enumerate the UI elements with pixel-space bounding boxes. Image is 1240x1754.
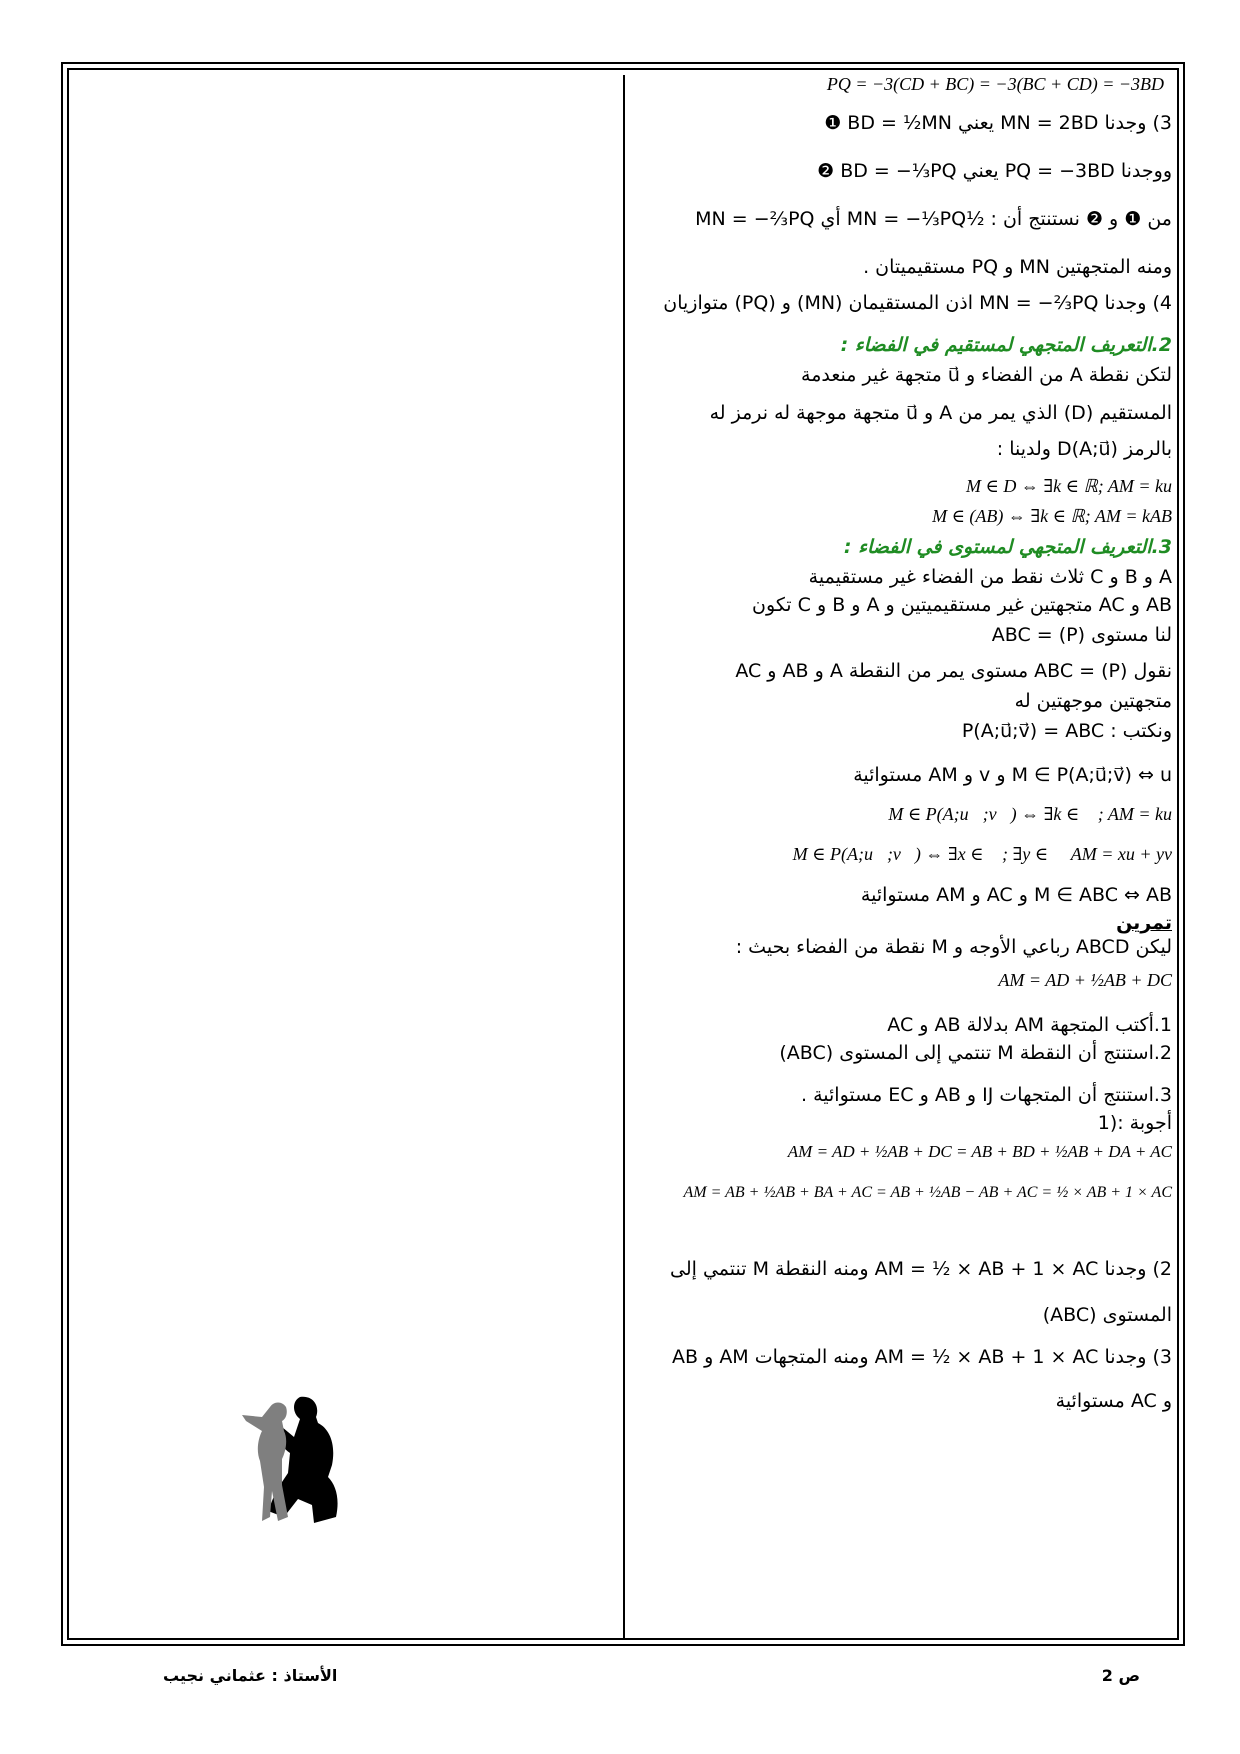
plane-def-4: نقول (P) = ABC مستوى يمر من النقطة A و AB و AC [735, 660, 1172, 682]
exercise-heading: تمرين [1116, 912, 1172, 934]
question-3: 3.استنتج أن المتجهات IJ و AB و EC مستوائية . [801, 1084, 1172, 1106]
plane-def-1: A و B و C ثلاث نقط من الفضاء غير مستقيمية [808, 566, 1172, 588]
plane-equivalence-4: M ∈ ABC ⇔ AB و AC و AM مستوائية [860, 884, 1172, 906]
result-3-pq: ووجدنا PQ = −3BD يعني BD = −⅓PQ ❷ [817, 160, 1172, 182]
column-divider [623, 75, 625, 1640]
right-column [630, 72, 1172, 1634]
plane-def-2: AB و AC متجهتين غير مستقيميتين و A و B و C تكون [752, 594, 1172, 616]
teacher-child-silhouette-icon [232, 1395, 372, 1525]
result-3-mn: 3) وجدنا MN = 2BD يعني BD = ½MN ❶ [824, 112, 1172, 134]
collinear-vectors: ومنه المتجهتين MN و PQ مستقيميتان . [863, 256, 1172, 278]
answer-2-line-1: 2) وجدنا AM = ½ × AB + 1 × AC ومنه النقطة M تنتمي إلى [670, 1258, 1172, 1280]
page-number: ص 2 [1101, 1666, 1140, 1685]
plane-def-6: ونكتب : P(A;u⃗;v⃗) = ABC [961, 720, 1172, 742]
plane-equivalence-3: M ∈ P(A;u⃗;v⃗) ⇔ ∃x ∈ ℝ; ∃y ∈ ℝ AM = xu + yv [792, 844, 1172, 864]
section-heading-plane: 3.التعريف المتجهي لمستوى في الفضاء : [843, 536, 1172, 558]
answer-3-line-1: 3) وجدنا AM = ½ × AB + 1 × AC ومنه المتجهات AM و AB [672, 1346, 1172, 1368]
teacher-name: الأستاذ : عثماني نجيب [163, 1666, 338, 1685]
line-definition-1: لتكن نقطة A من الفضاء و u⃗ متجهة غير منعدمة [801, 364, 1172, 386]
result-4-parallel: 4) وجدنا MN = −⅔PQ اذن المستقيمان (MN) و (PQ) متوازيان [663, 292, 1172, 314]
answer-1-line-2: AM = AB + ½AB + BA + AC = AB + ½AB − AB + AC = ½ × AB + 1 × AC [683, 1184, 1172, 1201]
question-1: 1.أكتب المتجهة AM بدلالة AB و AC [887, 1014, 1172, 1036]
equation-pq: PQ = −3(CD + BC) = −3(BC + CD) = −3BD [826, 74, 1164, 94]
exercise-statement: ليكن ABCD رباعي الأوجه و M نقطة من الفضاء بحيث : [735, 936, 1172, 958]
section-heading-line: 2.التعريف المتجهي لمستقيم في الفضاء : [840, 334, 1172, 356]
plane-def-3: لنا مستوى (P) = ABC [991, 624, 1172, 646]
line-equivalence-1: M ∈ D ⇔ ∃k ∈ ℝ; AM = ku [966, 476, 1172, 496]
exercise-equation: AM = AD + ½AB + DC [998, 970, 1172, 990]
plane-equivalence-2: M ∈ P(A;u⃗;v⃗) ⇔ ∃k ∈ ℝ; AM = ku [888, 804, 1172, 824]
line-definition-2: المستقيم (D) الذي يمر من A و u⃗ متجهة موجهة له نرمز له [709, 402, 1172, 424]
answer-2-line-2: المستوى (ABC) [1042, 1304, 1172, 1326]
answer-1-line-1: AM = AD + ½AB + DC = AB + BD + ½AB + DA + AC [787, 1142, 1172, 1161]
conclusion-mn-pq: من ❶ و ❷ نستنتج أن : ½MN = −⅓PQ أي MN = −⅔PQ [695, 208, 1172, 230]
child-silhouette [242, 1403, 288, 1522]
question-2: 2.استنتج أن النقطة M تنتمي إلى المستوى (ABC) [779, 1042, 1172, 1064]
answers-heading: أجوبة :(1 [1097, 1112, 1172, 1134]
plane-equivalence-1: M ∈ P(A;u⃗;v⃗) ⇔ u و v و AM مستوائية [853, 764, 1172, 786]
plane-def-5: متجهتين موجهتين له [1014, 690, 1172, 712]
line-definition-3: بالرمز D(A;u⃗) ولدينا : [996, 438, 1172, 460]
line-equivalence-2: M ∈ (AB) ⇔ ∃k ∈ ℝ; AM = kAB [932, 506, 1172, 526]
answer-3-line-2: و AC مستوائية [1055, 1390, 1172, 1412]
